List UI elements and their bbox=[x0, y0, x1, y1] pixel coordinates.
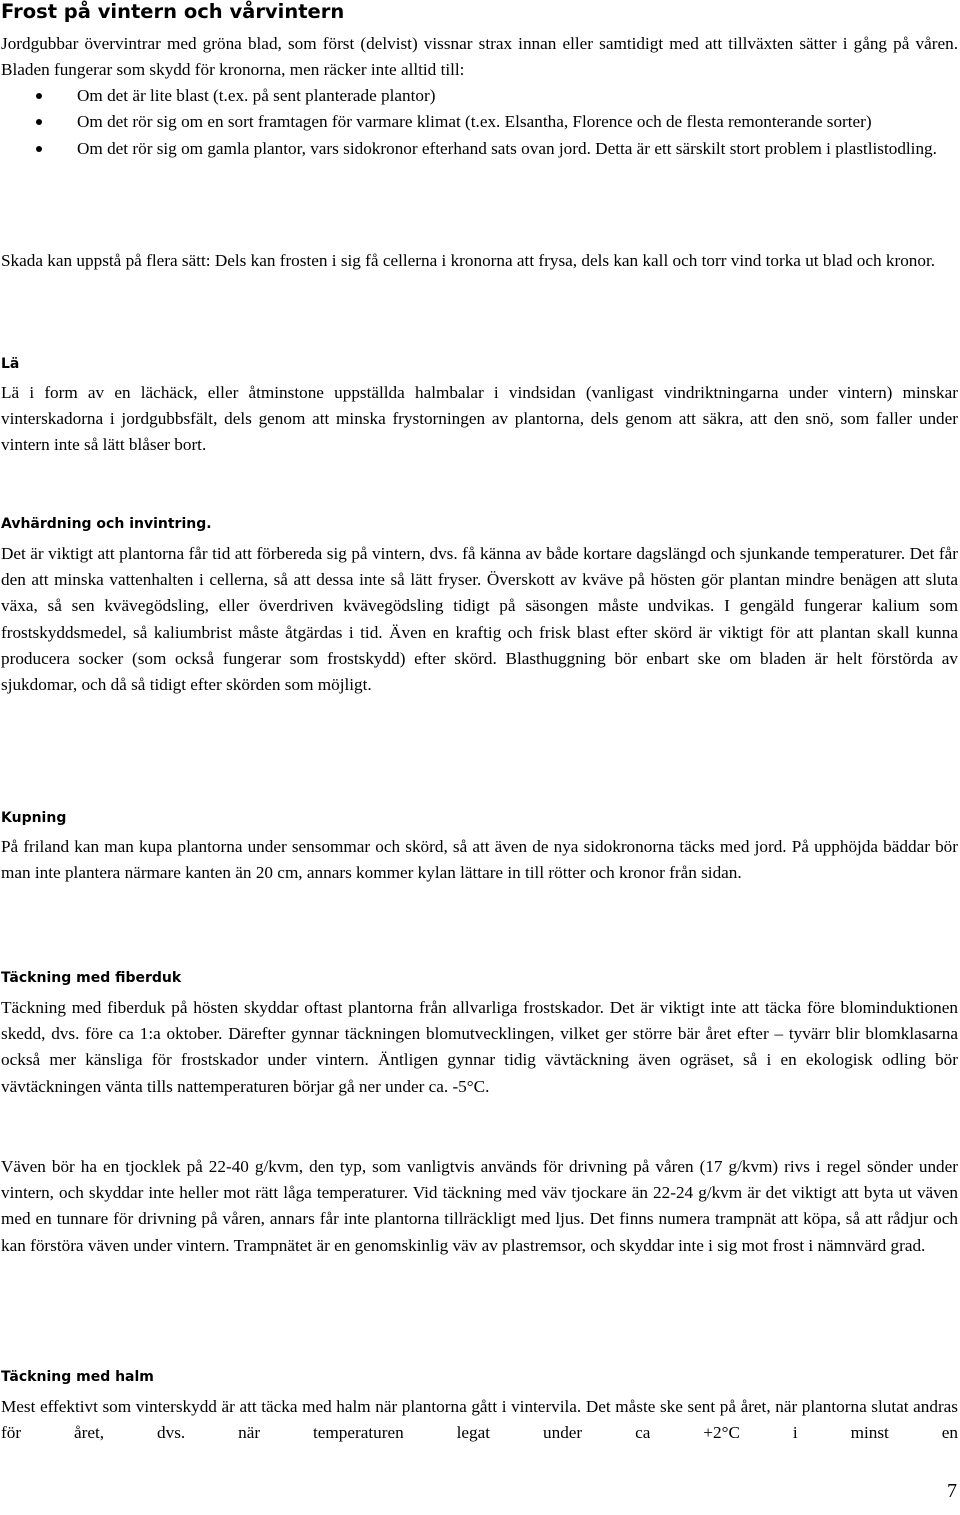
section-heading-halm: Täckning med halm bbox=[1, 1369, 154, 1385]
list-item bbox=[0, 83, 958, 109]
list-item-text: Om det rör sig om gamla plantor, vars sidokronor efterhand sats ovan jord. Detta är ett särskilt stort problem i plastlistodling. bbox=[77, 138, 937, 158]
page-title: Frost på vintern och vårvintern bbox=[1, 0, 345, 23]
bullet-icon bbox=[36, 93, 42, 99]
list-item-text: Om det är lite blast (t.ex. på sent planterade plantor) bbox=[77, 86, 436, 105]
section-text-avhardning: Det är viktigt att plantorna får tid att förbereda sig på vintern, dvs. få känna av både kortare dagslängd och sjunkande temperaturer. Det får den att minska vattenhalten i cellerna, så att dessa inte så lätt fryser. Överskott av kväve på hösten gör plantan mindre benägen att sluta växa, så sen kvävegödsling, eller överdriven kvävegödsling tidigt på säsongen måste undvikas. I gengäld fungerar kalium som frostskyddsmedel, så kaliumbrist måste åtgärdas i tid. Även en kraftig och frisk blast efter skörd är viktigt för att plantan skall kunna producera socker (som också fungerar som frostskydd) efter skörd. Blasthuggning bör enbart ske om bladen är helt förstörda av sjukdomar, och då så tidigt efter skörden som möjligt. bbox=[1, 544, 958, 695]
page-number: 7 bbox=[947, 1480, 957, 1502]
bullet-icon bbox=[36, 119, 42, 125]
section-heading-fiberduk: Täckning med fiberduk bbox=[1, 970, 182, 986]
bullet-list bbox=[0, 83, 958, 162]
section-heading-kupning: Kupning bbox=[1, 810, 67, 826]
damage-paragraph: Skada kan uppstå på flera sätt: Dels kan frosten i sig få cellerna i kronorna att frysa, dels kan kall och torr vind torka ut blad och kronor. bbox=[1, 251, 936, 270]
section-text-fiberduk-1: Täckning med fiberduk på hösten skyddar oftast plantorna från allvarliga frostskador. Det är viktigt inte att täcka före blominduktionen skedd, dvs. före ca 1:a oktober. Därefter gynnar täckningen blomutvecklingen, vilket ger större bär året efter – tyvärr blir blomklasarna också mer känsliga för frostskador under vintern. Äntligen gynnar tidig vävtäckning även ogräset, så i en ekologisk odling bör vävtäckningen vänta tills nattemperaturen börjar gå ner under ca. -5°C. bbox=[1, 998, 958, 1096]
list-item bbox=[0, 109, 958, 135]
intro-paragraph: Jordgubbar övervintrar med gröna blad, som först (delvist) vissnar strax innan eller samtidigt med att tillväxten sätter i gång på våren. Bladen fungerar som skydd för kronorna, men räcker inte alltid till: bbox=[1, 34, 958, 80]
section-heading-avhardning: Avhärdning och invintring. bbox=[1, 516, 212, 532]
section-text-la: Lä i form av en lächäck, eller åtminstone uppställda halmbalar i vindsidan (vanligast vindriktningarna under vintern) minskar vinterskadorna i jordgubbsfält, dels genom att minska frystorningen av plantorna, dels genom att säkra, att den snö, som faller under vintern inte så lätt blåser bort. bbox=[1, 383, 958, 455]
bullet-icon bbox=[36, 146, 42, 152]
section-heading-la: Lä bbox=[1, 356, 20, 372]
section-text-kupning: På friland kan man kupa plantorna under sensommar och skörd, så att även de nya sidokronorna täcks med jord. På upphöjda bäddar bör man inte plantera närmare kanten än 20 cm, annars kommer kylan lättare in till rötter och kronor från sidan. bbox=[1, 837, 958, 883]
section-text-halm: Mest effektivt som vinterskydd är att täcka med halm när plantorna gått i vintervila. Det måste ske sent på året, när plantorna slutat andras för året, dvs. när temperaturen legat under ca +2°C i minst en bbox=[1, 1397, 958, 1443]
list-item-text: Om det rör sig om en sort framtagen för varmare klimat (t.ex. Elsantha, Florence och de flesta remonterande sorter) bbox=[77, 112, 872, 132]
section-text-fiberduk-2: Väven bör ha en tjocklek på 22-40 g/kvm, den typ, som vanligtvis används för drivning på våren (17 g/kvm) rivs i regel sönder under vintern, och skyddar inte heller mot rätt låga temperaturer. Vid täckning med väv tjockare än 22-24 g/kvm är det viktigt att byta ut väven med en tunnare för drivning på våren, annars får inte plantorna tillräckligt med ljus. Det finns numera trampnät att köpa, så att rådjur och kan förstöra väven under vintern. Trampnätet är en genomskinlig väv av plastremsor, och skyddar inte i sig mot frost i nämnvärd grad. bbox=[1, 1157, 958, 1255]
list-item bbox=[0, 136, 958, 162]
